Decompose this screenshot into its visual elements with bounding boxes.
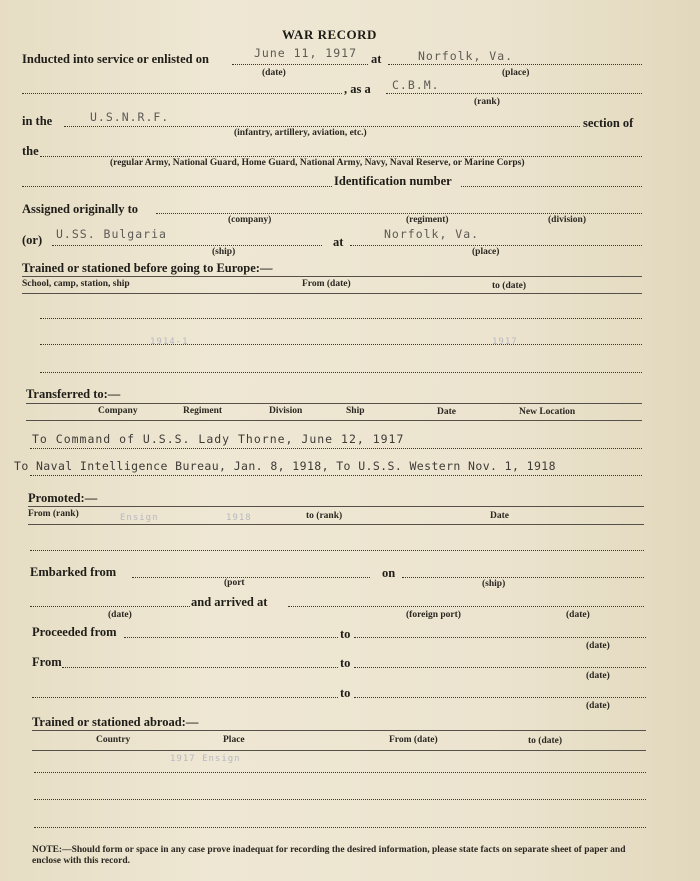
assigned-label: Assigned originally to [22, 202, 138, 216]
company-caption: (company) [228, 215, 272, 225]
abroad-rule [32, 730, 646, 731]
transferred-label: Transferred to:— [26, 387, 121, 401]
promoted-faint-1: Ensign [120, 513, 159, 523]
embarked-date-line [30, 606, 190, 607]
transfer-col-ship: Ship [346, 406, 365, 416]
or-label: (or) [22, 233, 43, 247]
identification-line [461, 186, 642, 187]
embarked-port-line [132, 577, 370, 578]
regiment-caption: (regiment) [406, 215, 449, 225]
promoted-col-to: to (rank) [306, 511, 343, 521]
transfer-header-rule [26, 420, 642, 421]
from2-line [32, 697, 338, 698]
abroad-col-to: to (date) [528, 736, 563, 746]
transfer-col-company: Company [98, 406, 138, 416]
from2-to-line [354, 697, 646, 698]
as-a-label: , as a [344, 82, 371, 96]
id-blank-line [22, 186, 332, 187]
embarked-on-label: on [382, 566, 396, 580]
europe-label: Trained or stationed before going to Europe:— [22, 261, 273, 275]
abroad-header-rule [32, 750, 646, 751]
induction-date-caption: (date) [262, 68, 286, 78]
from-line [62, 667, 338, 668]
europe-col-school: School, camp, station, ship [22, 279, 130, 289]
proceeded-label: Proceeded from [32, 625, 117, 639]
induction-place-caption: (place) [502, 68, 530, 78]
rank-caption: (rank) [474, 97, 500, 107]
branch-caption: (infantry, artillery, aviation, etc.) [234, 128, 367, 138]
rank-line [386, 93, 642, 94]
europe-line-3 [40, 372, 642, 373]
abroad-faint: 1917 Ensign [170, 754, 241, 764]
embarked-label: Embarked from [30, 565, 117, 579]
promoted-header-rule [28, 524, 644, 525]
induction-place-line [388, 64, 642, 65]
section-of-label: section of [583, 116, 634, 130]
from-date-caption: (date) [586, 671, 610, 681]
abroad-line-3 [34, 827, 646, 828]
rank-value: C.B.M. [392, 78, 440, 92]
transfer-line-1 [30, 448, 642, 449]
proceeded-to-line [354, 637, 646, 638]
transfer-rule [26, 403, 642, 404]
embarked-port-caption: (port [224, 578, 245, 588]
transfer-col-date: Date [437, 407, 456, 417]
europe-col-from: From (date) [302, 279, 351, 289]
induction-date-value: June 11, 1917 [254, 46, 358, 60]
footer-note: NOTE:—Should form or space in any case prove inadequat for recording the desired information, please state facts on separate sheet of paper and enclose with this record. [32, 845, 626, 866]
division-caption: (division) [548, 215, 587, 225]
arrived-date-caption: (date) [566, 610, 590, 620]
ship-value: U.SS. Bulgaria [56, 227, 167, 241]
europe-line-2 [40, 344, 642, 345]
transfer-line-2 [30, 475, 642, 476]
promoted-label: Promoted:— [28, 491, 98, 505]
transfer-col-location: New Location [519, 407, 576, 417]
identification-label: Identification number [334, 174, 452, 188]
promoted-col-date: Date [490, 511, 509, 521]
abroad-line-1 [34, 772, 646, 773]
arrived-label: and arrived at [191, 595, 268, 609]
transfer-entry-2: To Naval Intelligence Bureau, Jan. 8, 1918, To U.S.S. Western Nov. 1, 1918 [14, 459, 556, 473]
embarked-ship-caption: (ship) [482, 579, 506, 589]
abroad-label: Trained or stationed abroad:— [32, 715, 199, 729]
from2-to-label: to [340, 686, 351, 700]
force-caption: (regular Army, National Guard, Home Guard, National Army, Navy, Naval Reserve, or Marine Corps) [110, 158, 525, 168]
from2-date-caption: (date) [586, 701, 610, 711]
the-label: the [22, 144, 39, 158]
promoted-faint-2: 1918 [226, 513, 252, 523]
assign-place-line [350, 245, 642, 246]
proceeded-from-line [124, 637, 338, 638]
induction-label: Inducted into service or enlisted on [22, 52, 209, 66]
ship-line [52, 245, 322, 246]
branch-value: U.S.N.R.F. [90, 110, 170, 124]
abroad-col-from: From (date) [389, 735, 438, 745]
proceeded-to-label: to [340, 627, 351, 641]
europe-faint-1: 1914-1 [150, 337, 189, 347]
induction-at-label: at [371, 52, 382, 66]
embarked-date-caption: (date) [108, 610, 132, 620]
abroad-line-2 [34, 799, 646, 800]
induction-date-line [232, 64, 368, 65]
europe-col-to: to (date) [492, 281, 527, 291]
from-to-label: to [340, 656, 351, 670]
at-label: at [333, 235, 344, 249]
enlist-blank-line [22, 93, 342, 94]
arrived-line [288, 606, 644, 607]
transfer-col-regiment: Regiment [183, 406, 223, 416]
transfer-col-division: Division [269, 406, 303, 416]
ship-caption: (ship) [212, 247, 236, 257]
assigned-line [156, 213, 642, 214]
europe-faint-2: 1917 [492, 337, 518, 347]
from-to-line [354, 667, 646, 668]
branch-line [64, 126, 580, 127]
force-line [40, 156, 642, 157]
foreign-port-caption: (foreign port) [406, 610, 461, 620]
assign-place-value: Norfolk, Va. [384, 227, 480, 241]
page-title: WAR RECORD [282, 27, 377, 42]
induction-place-value: Norfolk, Va. [418, 49, 514, 63]
promoted-line-1 [30, 550, 644, 551]
proceeded-date-caption: (date) [586, 641, 610, 651]
transfer-entry-1: To Command of U.S.S. Lady Thorne, June 12, 1917 [32, 432, 405, 446]
in-the-label: in the [22, 114, 53, 128]
promoted-rule [28, 506, 644, 507]
europe-rule [22, 276, 642, 277]
assign-place-caption: (place) [472, 247, 500, 257]
europe-line-1 [40, 318, 642, 319]
abroad-col-place: Place [223, 735, 245, 745]
embarked-ship-line [402, 577, 644, 578]
promoted-col-from: From (rank) [28, 509, 79, 519]
europe-header-rule [22, 293, 642, 294]
from-label: From [32, 655, 62, 669]
abroad-col-country: Country [96, 735, 131, 745]
